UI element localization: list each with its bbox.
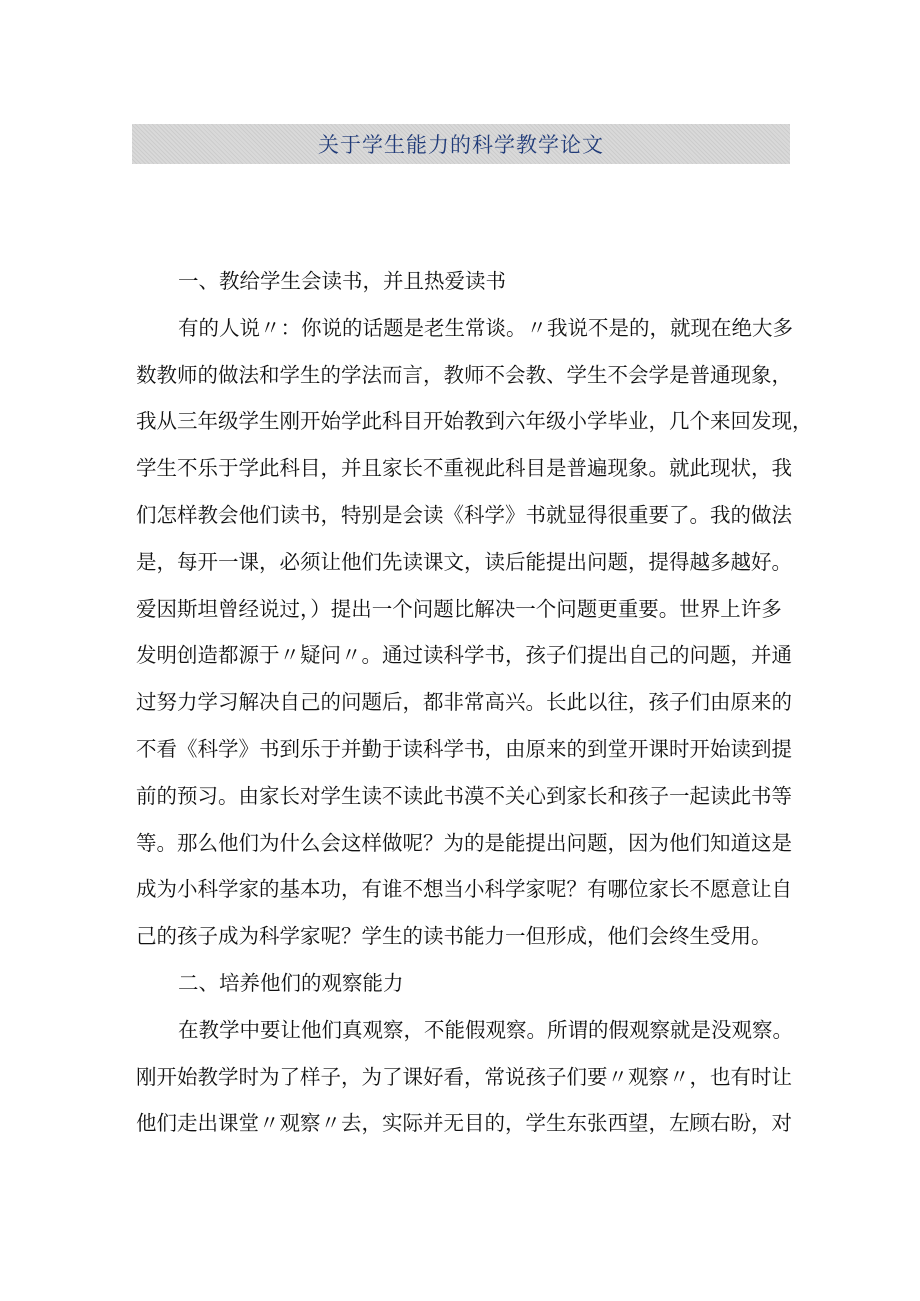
paragraph-line: 爱因斯坦曾经说过，）提出一个问题比解决一个问题更重要。世界上许多 [136, 596, 782, 621]
title-banner [132, 124, 790, 164]
paragraph-line: 前的预习。由家长对学生读不读此书漠不关心到家长和孩子一起读此书等 [136, 783, 792, 808]
section-heading-1: 一、教给学生会读书，并且热爱读书 [178, 269, 506, 293]
paragraph-line: 他们走出课堂〃观察〃去，实际并无目的，学生东张西望，左顾右盼，对 [136, 1111, 792, 1136]
paragraph-line: 学生不乐于学此科目，并且家长不重视此科目是普遍现象。就此现状，我 [136, 456, 792, 481]
paragraph-line: 成为小科学家的基本功，有谁不想当小科学家呢？有哪位家长不愿意让自 [136, 877, 792, 902]
document-title: 关于学生能力的科学教学论文 [318, 133, 604, 157]
paragraph-line: 们怎样教会他们读书，特别是会读《科学》书就显得很重要了。我的做法 [136, 502, 792, 527]
paragraph-line: 不看《科学》书到乐于并勤于读科学书，由原来的到堂开课时开始读到提 [136, 736, 792, 761]
paragraph-line: 有的人说〃：你说的话题是老生常谈。〃我说不是的，就现在绝大多 [178, 315, 793, 340]
paragraph-line: 我从三年级学生刚开始学此科目开始教到六年级小学毕业，几个来回发现， [136, 409, 813, 434]
paragraph-line: 在教学中要让他们真观察，不能假观察。所谓的假观察就是没观察。 [178, 1017, 793, 1042]
section-heading-2: 二、培养他们的观察能力 [178, 970, 404, 995]
paragraph-line: 刚开始教学时为了样子，为了课好看，常说孩子们要〃观察〃，也有时让 [136, 1064, 792, 1089]
paragraph-line: 发明创造都源于〃疑问〃。通过读科学书，孩子们提出自己的问题，并通 [136, 643, 792, 668]
paragraph-line: 等。那么他们为什么会这样做呢？为的是能提出问题，因为他们知道这是 [136, 830, 792, 855]
document-body [136, 258, 813, 1147]
paragraph-line: 数教师的做法和学生的学法而言，教师不会教、学生不会学是普通现象， [136, 362, 792, 387]
paragraph-line: 过努力学习解决自己的问题后，都非常高兴。长此以往，孩子们由原来的 [136, 690, 792, 715]
paragraph-line: 是，每开一课，必须让他们先读课文，读后能提出问题，提得越多越好。 [136, 549, 792, 574]
paragraph-line: 己的孩子成为科学家呢？学生的读书能力一但形成，他们会终生受用。 [136, 924, 772, 949]
